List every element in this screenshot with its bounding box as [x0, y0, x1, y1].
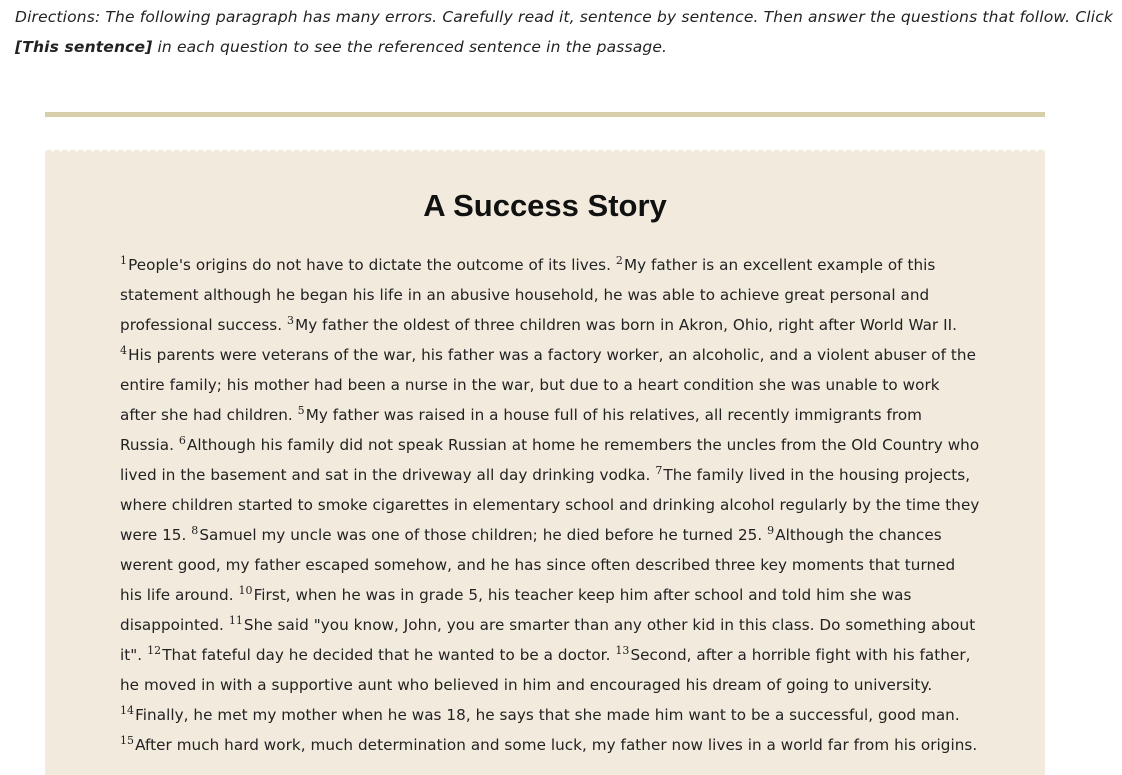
sentence-text: My father the oldest of three children was born in Akron, Ohio, right after World War II.	[295, 316, 958, 334]
sentence-number: 2	[615, 254, 623, 267]
sentence-text: My father was raised in a house full of his relatives, all recently immigrants from Russia.	[120, 406, 923, 454]
passage-title: A Success Story	[423, 188, 667, 223]
sentence-text: His parents were veterans of the war, his father was a factory worker, an alcoholic, and a violent abuser of the entire family; his mother had been a nurse in the war, but due to a heart condition she was unable to work after she had children.	[120, 346, 976, 424]
sentence-number: 13	[615, 644, 630, 657]
sentence-number: 11	[228, 614, 243, 627]
passage-sentence-15	[120, 736, 977, 754]
passage-sentence-8	[191, 526, 762, 544]
passage-sentence-1	[120, 256, 611, 274]
sentence-number: 12	[147, 644, 162, 657]
sentence-text: After much hard work, much determination and some luck, my father now lives in a world far from his origins.	[135, 736, 978, 754]
sentence-text: Although his family did not speak Russian at home he remembers the uncles from the Old Country who lived in the basement and sat in the driveway all day drinking vodka.	[120, 436, 980, 484]
sentence-text: Finally, he met my mother when he was 18, he says that she made him want to be a successful, good man.	[135, 706, 960, 724]
sentence-text: Although the chances werent good, my father escaped somehow, and he has since often described three key moments that turned his life around.	[120, 526, 956, 604]
passage-sentence-3	[287, 316, 957, 334]
sentence-number: 10	[238, 584, 253, 597]
sentence-number: 4	[120, 344, 128, 357]
sentence-text: Second, after a horrible fight with his father, he moved in with a supportive aunt who believed in him and encouraged his dream of going to university.	[120, 646, 971, 694]
sentence-text: My father is an excellent example of this statement although he began his life in an abusive household, he was able to achieve great personal and professional success.	[120, 256, 936, 334]
sentence-number: 14	[120, 704, 135, 717]
directions-text-after: in each question to see the referenced sentence in the passage.	[152, 38, 668, 56]
sentence-number: 5	[297, 404, 305, 417]
this-sentence-reference: [This sentence]	[15, 38, 153, 56]
directions-text-before: Directions: The following paragraph has many errors. Carefully read it, sentence by sentence. Then answer the questions that follow. Click	[15, 8, 1114, 26]
sentence-text: She said "you know, John, you are smarter than any other kid in this class. Do something about it".	[120, 616, 976, 664]
sentence-number: 1	[120, 254, 128, 267]
sentence-number: 6	[178, 434, 186, 447]
sentence-text: That fateful day he decided that he wanted to be a doctor.	[162, 646, 611, 664]
sentence-number: 8	[191, 524, 199, 537]
sentence-number: 15	[120, 734, 135, 747]
directions-text	[15, 2, 1115, 62]
passage-sentence-12	[147, 646, 610, 664]
sentence-number: 7	[655, 464, 663, 477]
top-divider	[45, 112, 1045, 117]
sentence-text: People's origins do not have to dictate the outcome of its lives.	[128, 256, 612, 274]
passage-body	[120, 250, 980, 760]
sentence-text: The family lived in the housing projects, where children started to smoke cigarettes in elementary school and drinking alcohol regularly by the time they were 15.	[120, 466, 980, 544]
sentence-number: 9	[767, 524, 775, 537]
passage-sentence-14	[120, 706, 960, 724]
sentence-number: 3	[287, 314, 295, 327]
sentence-text: First, when he was in grade 5, his teacher keep him after school and told him she was disappointed.	[120, 586, 912, 634]
sentence-text: Samuel my uncle was one of those children; he died before he turned 25.	[199, 526, 763, 544]
